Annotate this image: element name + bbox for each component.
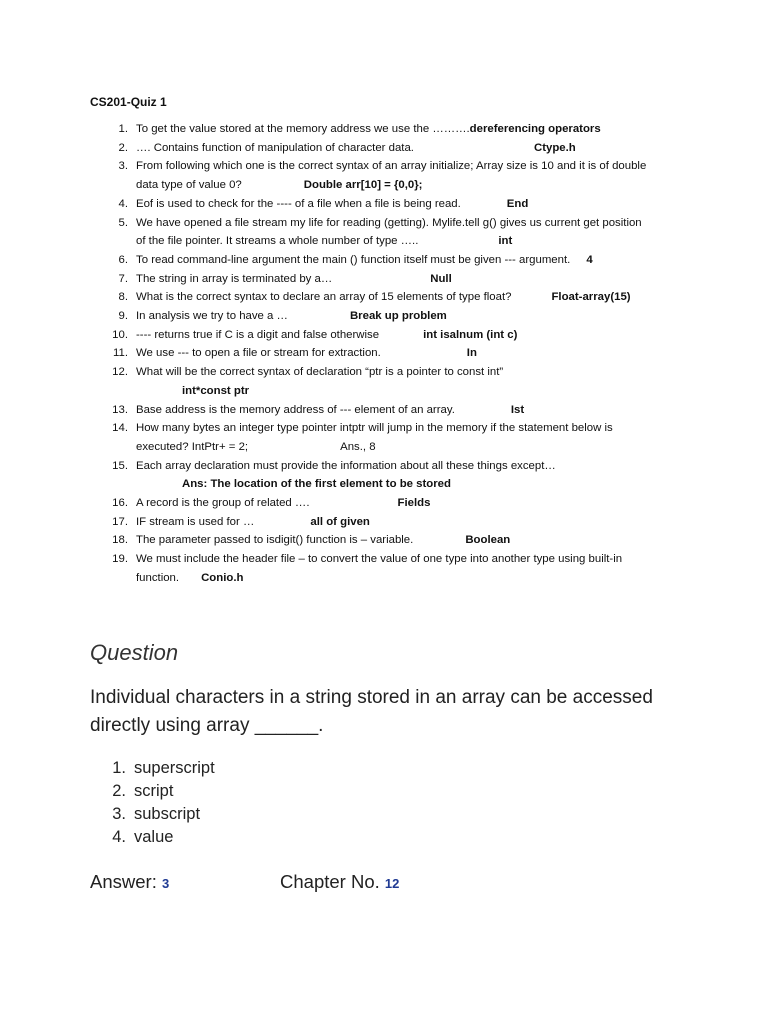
question-text: How many bytes an integer type pointer intptr will jump in the memory if the statement below is executed? IntPtr+ = 2; bbox=[136, 422, 613, 453]
list-item bbox=[90, 139, 650, 158]
answer-label: Answer: bbox=[90, 871, 157, 892]
list-item bbox=[90, 531, 650, 550]
item-number: 10. bbox=[112, 328, 128, 341]
item-number: 17. bbox=[112, 515, 128, 528]
item-number: 11. bbox=[113, 347, 128, 360]
option-number: 2. bbox=[112, 782, 126, 800]
item-number: 6. bbox=[118, 253, 128, 266]
list-item bbox=[90, 457, 650, 494]
item-number: 14. bbox=[112, 422, 128, 435]
question-text: In analysis we try to have a … bbox=[136, 310, 288, 323]
list-item bbox=[90, 214, 650, 251]
question-text: What will be the correct syntax of declaration “ptr is a pointer to const int” bbox=[136, 366, 504, 379]
question-text: The string in array is terminated by a… bbox=[136, 272, 333, 285]
item-number: 4. bbox=[118, 197, 128, 210]
option-list bbox=[90, 757, 215, 849]
item-number: 7. bbox=[118, 272, 128, 285]
option-number: 3. bbox=[112, 805, 126, 823]
answer-row bbox=[90, 871, 169, 893]
list-item bbox=[90, 157, 650, 194]
item-number: 2. bbox=[118, 141, 128, 154]
answer-text: 4 bbox=[586, 253, 593, 266]
list-item bbox=[90, 251, 650, 270]
list-item bbox=[90, 513, 650, 532]
list-item bbox=[90, 326, 650, 345]
answer-text: Break up problem bbox=[349, 310, 447, 323]
answer-text: int isalnum (int c) bbox=[423, 328, 518, 341]
answer-text: all of given bbox=[310, 515, 370, 528]
option-text: value bbox=[134, 828, 174, 846]
question-text: …. Contains function of manipulation of character data. bbox=[136, 141, 414, 154]
answer-text: In bbox=[466, 347, 477, 360]
question-text: A record is the group of related …. bbox=[136, 497, 310, 510]
question-text: To get the value stored at the memory address we use the ………. bbox=[136, 123, 470, 135]
list-item bbox=[90, 307, 650, 326]
answer-text: Ist bbox=[510, 403, 525, 416]
list-item bbox=[90, 780, 215, 803]
item-number: 3. bbox=[118, 160, 128, 173]
question-text: Each array declaration must provide the information about all these things except… bbox=[136, 459, 556, 472]
question-text: Base address is the memory address of --- element of an array. bbox=[136, 403, 455, 416]
option-text: superscript bbox=[134, 759, 215, 777]
answer-text: Null bbox=[430, 272, 452, 285]
item-number: 18. bbox=[112, 534, 128, 547]
question-text: We have opened a file stream my life for reading (getting). Mylife.tell g() gives us current get position of the file pointer. It streams a whole number of type ….. bbox=[136, 216, 642, 248]
answer-text: dereferencing operators bbox=[469, 123, 601, 135]
document-title: CS201-Quiz 1 bbox=[90, 95, 167, 109]
answer-text: End bbox=[506, 197, 529, 210]
answer-text: Fields bbox=[397, 497, 431, 510]
list-item bbox=[90, 195, 650, 214]
list-item bbox=[90, 494, 650, 513]
item-number: 1. bbox=[118, 123, 128, 135]
chapter-row bbox=[280, 871, 399, 893]
question-heading: Question bbox=[90, 640, 179, 665]
option-number: 1. bbox=[112, 759, 126, 777]
list-item bbox=[90, 363, 650, 400]
item-number: 15. bbox=[112, 459, 128, 472]
answer-text: Ans: The location of the first element to be stored bbox=[182, 478, 451, 491]
list-item bbox=[90, 120, 650, 139]
list-item bbox=[90, 401, 650, 420]
chapter-label: Chapter No. bbox=[280, 871, 380, 892]
answer-text: Double arr[10] = {0,0}; bbox=[303, 179, 423, 192]
question-text: To read command-line argument the main () function itself must be given --- argument. bbox=[136, 253, 571, 266]
answer-text: Float-array(15) bbox=[551, 291, 631, 304]
item-number: 13. bbox=[112, 403, 128, 416]
item-number: 8. bbox=[118, 291, 128, 304]
item-number: 5. bbox=[118, 216, 128, 229]
answer-text: int bbox=[498, 235, 513, 248]
question-text: We use --- to open a file or stream for extraction. bbox=[136, 347, 381, 360]
question-body: Individual characters in a string stored in an array can be accessed directly using array ______. bbox=[90, 687, 653, 736]
question-text: We must include the header file – to convert the value of one type into another type using built-in function. bbox=[136, 553, 623, 584]
question-text: IF stream is used for … bbox=[136, 515, 255, 528]
answer-text: Ctype.h bbox=[533, 141, 576, 154]
list-item bbox=[90, 419, 650, 456]
answer-text: Conio.h bbox=[201, 571, 244, 584]
list-item bbox=[90, 288, 650, 307]
chapter-value: 12 bbox=[384, 876, 400, 891]
answer-text: Boolean bbox=[465, 534, 511, 547]
answer-value: 3 bbox=[161, 876, 170, 891]
list-item bbox=[90, 826, 215, 849]
item-number: 16. bbox=[112, 497, 128, 510]
option-text: subscript bbox=[134, 805, 201, 823]
question-text: What is the correct syntax to declare an array of 15 elements of type float? bbox=[136, 291, 512, 304]
option-text: script bbox=[134, 782, 174, 800]
item-number: 9. bbox=[118, 310, 128, 323]
option-number: 4. bbox=[112, 828, 126, 846]
list-item bbox=[90, 344, 650, 363]
item-number: 12. bbox=[112, 366, 128, 379]
list-item bbox=[90, 803, 215, 826]
question-text: Eof is used to check for the ---- of a file when a file is being read. bbox=[136, 197, 461, 210]
question-text: ---- returns true if C is a digit and false otherwise bbox=[136, 328, 380, 341]
quiz-list bbox=[90, 120, 650, 588]
question-text: From following which one is the correct syntax of an array initialize; Array size is 10 and it is of double data type of value 0? bbox=[136, 160, 647, 192]
list-item bbox=[90, 757, 215, 780]
answer-text: Ans., 8 bbox=[340, 440, 376, 453]
answer-text: int*const ptr bbox=[182, 384, 250, 397]
list-item bbox=[90, 550, 650, 587]
list-item bbox=[90, 270, 650, 289]
question-text: The parameter passed to isdigit() function is – variable. bbox=[136, 534, 414, 547]
item-number: 19. bbox=[112, 553, 128, 566]
